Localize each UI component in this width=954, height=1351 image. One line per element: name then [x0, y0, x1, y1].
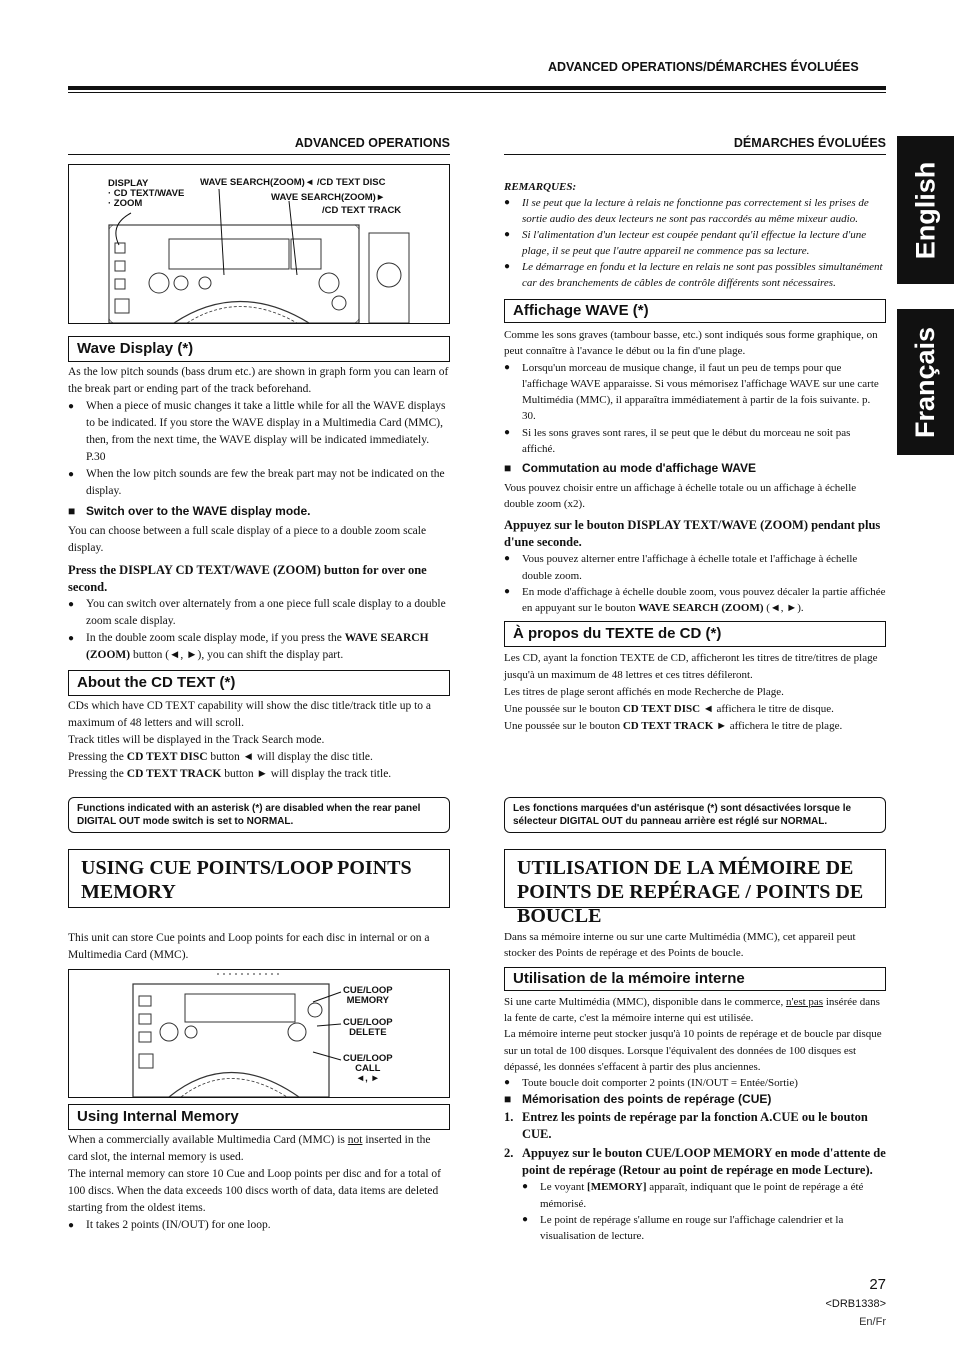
diagram-label-wave-search-track: WAVE SEARCH(ZOOM)►	[271, 192, 386, 203]
remarque-3: ● Le démarrage en fondu et la lecture en relais ne sont pas possibles simultanément car des branchements de câbles de contrôle différents sont nécessaires.	[504, 259, 886, 291]
cue-points-intro: This unit can store Cue points and Loop points for each disc in internal or on a Multimedia Card (MMC).	[68, 932, 430, 961]
diagram-label-cue-loop-memory: CUE/LOOP MEMORY	[343, 985, 393, 1006]
wave-display-body	[68, 364, 450, 664]
tab-francais[interactable]: Français	[897, 309, 954, 455]
asterisk-note-fr: Les fonctions marquées d'un astérisque (*) sont désactivées lorsque le sélecteur DIGITAL OUT du panneau arrière est réglé sur NORMAL.	[504, 797, 886, 833]
texte-cd-line-3: Une poussée sur le bouton CD TEXT DISC ◄ affichera le titre de disque.	[504, 703, 834, 715]
memoire-interne-p2: La mémoire interne peut stocker jusqu'à 10 points de repérage et de boucle par disque sur un total de 100 disques. Lorsque l'équivalent des données de 100 disques est dépassé, les données s'effacent à partir des plus anciennes.	[504, 1028, 882, 1073]
language-code: En/Fr	[859, 1316, 886, 1328]
right-section-title: DÉMARCHES ÉVOLUÉES	[733, 136, 886, 150]
cd-text-body	[68, 698, 450, 783]
cdj-front-panel-diagram	[68, 164, 450, 324]
cdj-panel-drawing	[69, 165, 449, 323]
wave-mode-instruction: Press the DISPLAY CD TEXT/WAVE (ZOOM) button for over one second.	[68, 563, 427, 594]
texte-cd-line-4: Une poussée sur le bouton CD TEXT TRACK ► affichera le titre de plage.	[504, 720, 843, 732]
internal-memory-body	[68, 1132, 450, 1234]
internal-memory-bullet: ● It takes 2 points (IN/OUT) for one loop.	[68, 1217, 450, 1234]
cue-points-title: USING CUE POINTS/LOOP POINTS MEMORY	[68, 849, 450, 908]
memoire-interne-body	[504, 994, 886, 1244]
memoire-interne-heading: Utilisation de la mémoire interne	[504, 967, 886, 991]
internal-memory-p2: The internal memory can store 10 Cue and Loop points per disc and for a total of 100 discs. When the data exceeds 100 discs worth of data, data items are deleted starting from the oldest items.	[68, 1168, 442, 1214]
affichage-wave-heading: Affichage WAVE (*)	[504, 299, 886, 323]
memorisation-step-1: 1. Entrez les points de repérage par la fonction A.CUE ou le bouton CUE.	[504, 1110, 868, 1142]
diagram-label-zoom: · ZOOM	[108, 198, 143, 209]
memorisation-bullet-1: ● Le voyant [MEMORY] apparaît, indiquant que le point de repérage a été mémorisé.	[522, 1179, 886, 1211]
affichage-mode-text: Vous pouvez choisir entre un affichage à échelle totale ou un affichage à échelle double zoom (x2).	[504, 481, 857, 510]
affichage-wave-body	[504, 327, 886, 616]
texte-cd-line-1: Les CD, ayant la fonction TEXTE de CD, afficheront les titres de titre/titres de plage jusqu'à un maximum de 48 lettres et ces titres défileront.	[504, 652, 878, 681]
affichage-intro: Comme les sons graves (tambour basse, etc.) sont indiqués sous forme graphique, on peut connaître à l'avance le début ou la fin d'une plage.	[504, 329, 878, 358]
cd-text-line-4: Pressing the CD TEXT TRACK button ► will display the track title.	[68, 768, 392, 780]
memoire-interne-bullet: ● Toute boucle doit comporter 2 points (IN/OUT = Entée/Sortie)	[504, 1075, 886, 1091]
cd-text-line-3: Pressing the CD TEXT DISC button ◄ will display the disc title.	[68, 751, 373, 763]
cue-loop-diagram	[68, 969, 450, 1098]
diagram-label-cue-loop-delete: CUE/LOOP DELETE	[343, 1017, 393, 1038]
wave-mode-text: You can choose between a full scale display of a piece to a double zoom scale display.	[68, 525, 427, 554]
affichage-instruction: Appuyez sur le bouton DISPLAY TEXT/WAVE (ZOOM) pendant plus d'une seconde.	[504, 518, 881, 550]
left-section-rule	[68, 154, 450, 155]
tab-english[interactable]: English	[897, 136, 954, 284]
header-rule-thin	[68, 92, 886, 93]
affichage-bullet-3: ● Vous pouvez alterner entre l'affichage à échelle totale et l'affichage à échelle double zoom.	[504, 551, 886, 584]
page-header-title: ADVANCED OPERATIONS/DÉMARCHES ÉVOLUÉES	[548, 60, 859, 74]
diagram-label-cue-loop-call: CUE/LOOP CALL ◄, ►	[343, 1053, 393, 1084]
affichage-bullet-4: ● En mode d'affichage à échelle double zoom, vous pouvez décaler la partie affichée en appuyant sur le bouton WAVE SEARCH (ZOOM) (◄, ►).	[504, 584, 886, 617]
diagram-label-display: DISPLAY	[108, 178, 149, 189]
wave-display-bullet-1: ● When a piece of music changes it take a little while for all the WAVE displays to be indicated. If you store the WAVE display in a Multimedia Card (MMC), then, from the next time, the WAVE display will be indicated immediately. P.30	[68, 398, 450, 466]
wave-display-intro: As the low pitch sounds (bass drum etc.) are shown in graph form you can learn of the break part or ending part of the track beforehand.	[68, 366, 449, 395]
wave-display-bullet-2: ● When the low pitch sounds are few the break part may not be indicated on the display.	[68, 466, 450, 500]
wave-mode-bullet-1: ● You can switch over alternately from a one piece full scale display to a double zoom scale display.	[68, 596, 450, 630]
affichage-mode-subheading: ■ Commutation au mode d'affichage WAVE	[504, 460, 886, 476]
cue-points-title-fr: UTILISATION DE LA MÉMOIRE DE POINTS DE REPÉRAGE / POINTS DE BOUCLE	[504, 849, 886, 908]
memoire-interne-p1: Si une carte Multimédia (MMC), disponible dans le commerce, n'est pas insérée dans la fente de carte, c'est la mémoire interne qui est utilisée.	[504, 996, 880, 1025]
right-section-rule	[504, 154, 886, 155]
texte-cd-line-2: Les titres de plage seront affichés en mode Recherche de Plage.	[504, 686, 784, 698]
page-number: 27	[869, 1276, 886, 1293]
memorisation-bullet-2: ● Le point de repérage s'allume en rouge sur l'affichage calendrier et la visualisation de lecture.	[522, 1212, 886, 1244]
cd-text-line-1: CDs which have CD TEXT capability will show the disc title/track title up to a maximum of 48 letters and will scroll.	[68, 700, 432, 729]
affichage-bullet-1: ● Lorsqu'un morceau de musique change, il faut un peu de temps pour que l'affichage WAVE apparaisse. Si vous mémorisez l'affichage WAVE sur une carte Multimédia (MMC), il apparaîtra immédiatement à partir de la fois suivante. p. 30.	[504, 360, 886, 425]
left-section-title: ADVANCED OPERATIONS	[294, 136, 450, 150]
diagram-label-wave-search-disc: WAVE SEARCH(ZOOM)◄ /CD TEXT DISC	[200, 177, 386, 188]
affichage-bullet-2: ● Si les sons graves sont rares, il se peut que le début du morceau ne soit pas affiché.	[504, 425, 886, 458]
internal-memory-heading: Using Internal Memory	[68, 1104, 450, 1130]
wave-display-heading: Wave Display (*)	[68, 336, 450, 362]
internal-memory-p1: When a commercially available Multimedia Card (MMC) is not inserted in the card slot, the internal memory is used.	[68, 1134, 431, 1163]
remarques-block	[504, 179, 886, 291]
diagram-label-cd-text-track: /CD TEXT TRACK	[322, 205, 402, 216]
texte-cd-body	[504, 650, 886, 735]
texte-cd-heading: À propos du TEXTE de CD (*)	[504, 621, 886, 647]
diagram-label-cd-text-wave: · CD TEXT/WAVE	[108, 188, 185, 199]
memorisation-step-2: 2. Appuyez sur le bouton CUE/LOOP MEMORY en mode d'attente de point de repérage (Retour au point de repérage en mode Lecture).	[504, 1146, 886, 1178]
memorisation-subheading: ■ Mémorisation des points de repérage (CUE)	[504, 1091, 886, 1107]
wave-mode-bullet-2: ● In the double zoom scale display mode, if you press the WAVE SEARCH (ZOOM) button (◄, ►), you can shift the display part.	[68, 630, 450, 664]
document-code: <DRB1338>	[825, 1298, 886, 1310]
asterisk-note: Functions indicated with an asterisk (*) are disabled when the rear panel DIGITAL OUT mode switch is set to NORMAL.	[68, 797, 450, 833]
cue-points-intro-fr: Dans sa mémoire interne ou sur une carte Multimédia (MMC), cet appareil peut stocker des Points de repérage et des Points de boucle.	[504, 931, 856, 959]
cd-text-heading: About the CD TEXT (*)	[68, 670, 450, 696]
cd-text-line-2: Track titles will be displayed in the Track Search mode.	[68, 734, 325, 746]
remarque-1: ● Il se peut que la lecture à relais ne fonctionne pas correctement si les prises de sortie audio des deux lecteurs ne sont pas raccordés au même mixeur audio.	[504, 195, 886, 227]
remarques-title: REMARQUES:	[504, 181, 577, 193]
remarque-2: ● Si l'alimentation d'un lecteur est coupée pendant qu'il effectue la lecture d'une plage, il se peut que l'autre appareil ne commence pas sa lecture.	[504, 227, 886, 259]
header-rule	[68, 86, 886, 90]
wave-mode-subheading: ■ Switch over to the WAVE display mode.	[68, 503, 450, 520]
